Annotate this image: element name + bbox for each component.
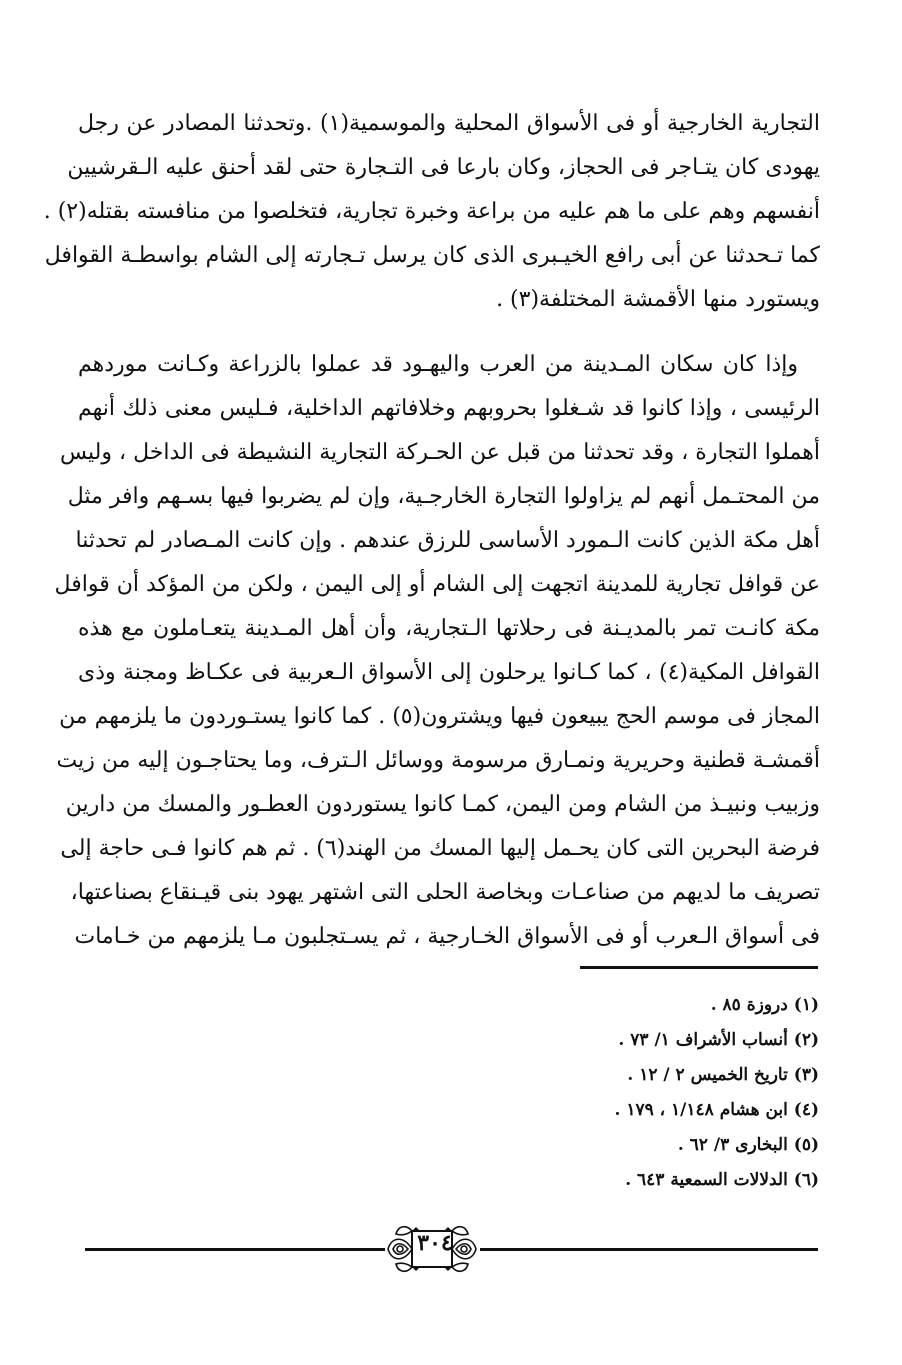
- body-line: القوافل المكية(٤) ، كما كـانوا يرحلون إلى الأسواق الـعربية فى عكـاظ ومجنة وذى: [78, 660, 821, 685]
- body-text: [43, 102, 821, 959]
- footnote: (٢) أنساب الأشراف ١/ ٧٣ .: [618, 1030, 819, 1050]
- body-line: فرضة البحرين التى كان يحـمل إليها المسك من الهند(٦) . ثم هم كانوا فـى حاجة إلى: [60, 836, 820, 861]
- body-line: كما تـحدثنا عن أبى رافع الخيـبرى الذى كان يرسل تـجارته إلى الشام بواسطـة القوافل: [44, 243, 820, 268]
- footnote: (٣) تاريخ الخميس ٢ / ١٢ .: [627, 1065, 819, 1085]
- footnote: (٥) البخارى ٣/ ٦٢ .: [677, 1135, 819, 1155]
- paragraph-gap: [78, 322, 820, 343]
- footnote: (٤) ابن هشام ١/١٤٨ ، ١٧٩ .: [614, 1100, 819, 1120]
- body-line: يهودى كان يتـاجر فى الحجاز، وكان بارعا فى التـجارة حتى لقد أحنق عليه الـقرشيين: [67, 155, 820, 180]
- body-line: أهملوا التجارة ، وقد تحدثنا من قبل عن الحـركة التجارية النشيطة فى الداخل ، وليس: [60, 440, 820, 465]
- body-line: وزبيب ونبيـذ من الشام ومن اليمن، كمـا كانوا يستوردون العطـور والمسك من دارين: [65, 792, 820, 817]
- body-line: من المحتـمل أنهم لم يزاولوا التجارة الخارجـية، وإن لم يضربوا فيها بسـهم وافر مثل: [67, 484, 820, 509]
- body-line: الرئيسى ، وإذا كانوا قد شـغلوا بحروبهم وخلافاتهم الداخلية، فـليس معنى ذلك أنهم: [78, 396, 820, 421]
- body-line: ويستورد منها الأقمشة المختلفة(٣) .: [496, 287, 820, 312]
- footnotes: [614, 988, 819, 1198]
- footnote-separator: [580, 966, 818, 969]
- bottom-rule-right: [480, 1248, 818, 1251]
- body-line: تصريف ما لديهم من صناعـات وبخاصة الحلى التى اشتهر يهود بنى قيـنقاع بصناعتها،: [70, 880, 820, 905]
- page-number: ٣٠٤: [417, 1230, 453, 1256]
- bottom-rule-left: [85, 1248, 385, 1251]
- body-line: التجارية الخارجية أو فى الأسواق المحلية والموسمية(١) .وتحدثنا المصادر عن رجل: [78, 111, 820, 136]
- body-line: وإذا كان سكان المـدينة من العرب واليهـود قد عملوا بالزراعة وكـانت موردهم: [78, 352, 798, 377]
- body-line: فى أسواق الـعرب أو فى الأسواق الخـارجية ، ثم يسـتجلبون مـا يلزمهم من خـامات: [74, 924, 820, 949]
- body-line: أهل مكة الذين كانت الـمورد الأساسى للرزق عندهم . وإن كانت المـصادر لم تحدثنا: [75, 528, 820, 553]
- body-line: أنفسهم وهم على ما هم عليه من براعة وخبرة تجارية، فتخلصوا من منافسته بقتله(٢) .: [43, 199, 820, 224]
- footnote: (٦) الدلالات السمعية ٦٤٣ .: [625, 1170, 819, 1190]
- body-line: مكة كانـت تمر بالمديـنة فى رحلاتها الـتجارية، وأن أهل المـدينة يتعـاملون مع هذه: [78, 616, 820, 641]
- body-line: عن قوافل تجارية للمدينة اتجهت إلى الشام أو إلى اليمن ، ولكن من المؤكد أن قوافل: [54, 572, 820, 597]
- footnote: (١) دروزة ٨٥ .: [710, 995, 819, 1015]
- body-line: أقمشـة قطنية وحريرية ونمـارق مرسومة ووسائل الـترف، وما يحتاجـون إليه من زيت: [56, 748, 820, 773]
- body-line: المجاز فى موسم الحج يبيعون فيها ويشترون(٥) . كما كانوا يستـوردون ما يلزمهم من: [59, 704, 820, 729]
